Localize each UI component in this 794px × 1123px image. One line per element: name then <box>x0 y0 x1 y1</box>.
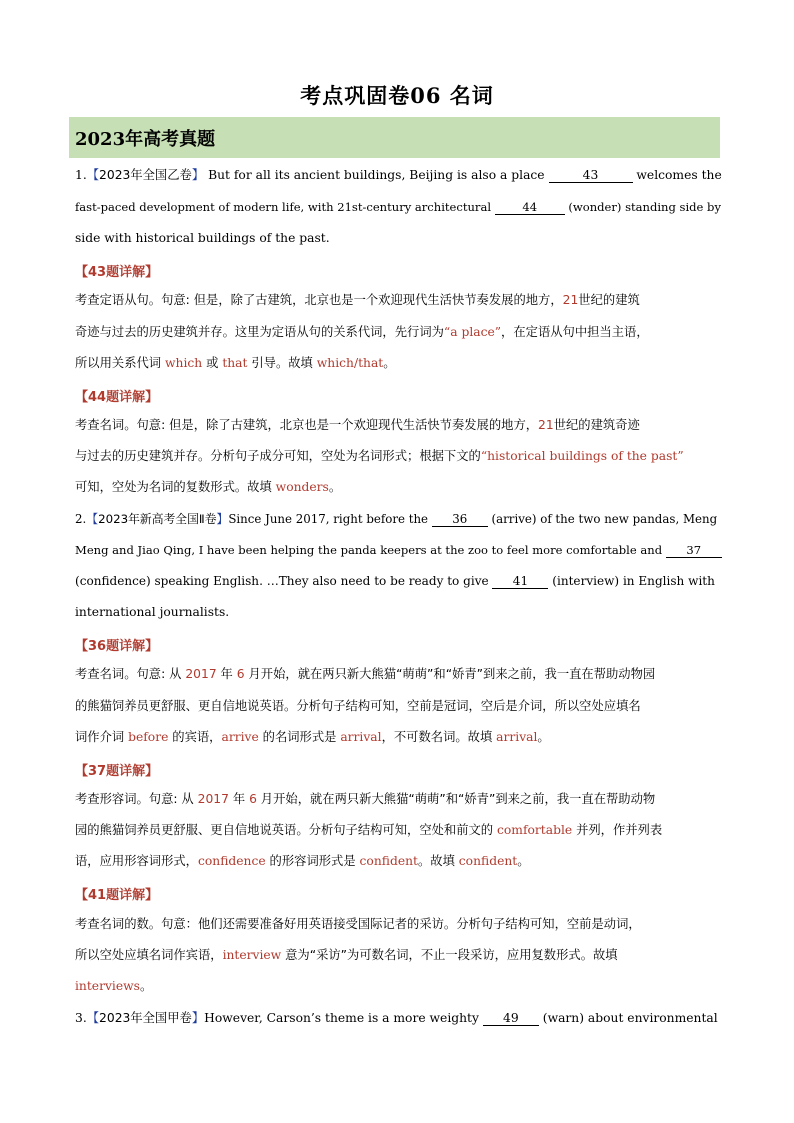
answer-text: 考查定语从句。句意: 但是，除了古建筑，北京也是一个欢迎现代生活快节奏发展的地方， <box>75 293 563 307</box>
answer-text: 世纪的建筑 <box>578 293 640 307</box>
q1-bracket-open: 【 <box>86 168 100 182</box>
answer-highlight: 6 <box>236 667 245 681</box>
answer-highlight: confidence <box>197 854 266 868</box>
answer-highlight: confident <box>458 854 518 868</box>
answer-44-line-2 <box>75 448 684 464</box>
answer-highlight: wonders <box>275 480 329 494</box>
answer-43-line-1 <box>75 292 640 308</box>
answer-text: 意为“采访”为可数名词，不止一段采访，应用复数形式。故填 <box>281 948 618 962</box>
q1-line-3: side with historical buildings of the past. <box>75 231 330 245</box>
answer-text: 年 <box>228 792 250 806</box>
answer-text: 考查名词。句意: 但是，除了古建筑，北京也是一个欢迎现代生活快节奏发展的地方， <box>75 418 539 432</box>
q1-text: fast-paced development of modern life, with 21st-century architectural <box>75 200 495 214</box>
answer-text: 。 <box>517 854 530 868</box>
answer-highlight: comfortable <box>497 823 573 837</box>
answer-43-line-2 <box>75 324 649 340</box>
answer-highlight: interviews <box>75 979 140 993</box>
answer-44-heading: 【44题详解】 <box>75 390 159 405</box>
answer-highlight: 21 <box>562 293 579 307</box>
q1-text: (wonder) standing side by <box>564 200 721 214</box>
blank-36: 36 <box>432 513 488 527</box>
answer-text: 年 <box>216 667 237 681</box>
q2-bracket-open: 【 <box>86 512 99 526</box>
answer-37-line-3 <box>75 853 530 869</box>
q2-line-1 <box>75 511 717 527</box>
q3-text: (warn) about environmental <box>538 1011 718 1025</box>
q3-bracket-open: 【 <box>86 1011 100 1025</box>
q3-line-1 <box>75 1010 718 1026</box>
answer-text: 的形容词形式是 <box>265 854 360 868</box>
blank-49: 49 <box>483 1012 539 1026</box>
answer-text: 。 <box>383 356 396 370</box>
q2-text: Meng and Jiao Qing, I have been helping the panda keepers at the zoo to feel more comfortable and <box>75 543 666 557</box>
answer-highlight: 21 <box>538 418 554 432</box>
q2-text: (confidence) speaking English. …They also need to be ready to give <box>75 574 493 588</box>
answer-text: 园的熊猫饲养员更舒服、更自信地说英语。分析句子结构可知，空处和前文的 <box>75 823 498 837</box>
q2-line-4: international journalists. <box>75 605 230 619</box>
section-banner <box>69 117 720 158</box>
answer-text: 考查名词。句意: 从 <box>75 667 186 681</box>
answer-36-line-3 <box>75 729 550 745</box>
answer-text: 世纪的建筑奇迹 <box>553 418 640 432</box>
answer-highlight: arrive <box>221 730 259 744</box>
answer-text: 可知，空处为名词的复数形式。故填 <box>75 480 276 494</box>
answer-text: 奇迹与过去的历史建筑并存。这里为定语从句的关系代词，先行词为 <box>75 325 444 339</box>
answer-highlight: confident <box>359 854 418 868</box>
q2-text: Since June 2017, right before the <box>228 512 432 526</box>
answer-text: 的宾语， <box>168 730 222 744</box>
answer-highlight: which <box>165 356 203 370</box>
q1-bracket-close: 】 <box>191 168 205 182</box>
answer-43-line-3 <box>75 355 396 371</box>
section-title: 2023年高考真题 <box>75 129 216 150</box>
answer-text: 月开始，就在两只新大熊猫“萌萌”和“娇青”到来之前，我一直在帮助动物园 <box>244 667 656 681</box>
q1-line-1 <box>75 167 722 183</box>
answer-text: 。故填 <box>417 854 459 868</box>
answer-text: 考查形容词。句意: 从 <box>75 792 198 806</box>
answer-text: ，在定语从句中担当主语， <box>501 325 649 339</box>
answer-37-line-2 <box>75 822 662 838</box>
answer-highlight: that <box>222 356 248 370</box>
q3-source: 2023年全国甲卷 <box>99 1011 192 1025</box>
answer-text: 月开始，就在两只新大熊猫“萌萌”和“娇青”到来之前，我一直在帮助动物 <box>256 792 656 806</box>
q2-text: (interview) in English with <box>548 574 715 588</box>
q1-number: 1. <box>75 168 87 182</box>
blank-44: 44 <box>495 201 565 215</box>
q3-number: 3. <box>75 1011 87 1025</box>
answer-highlight: arrival <box>340 730 382 744</box>
q2-bracket-close: 】 <box>216 512 229 526</box>
answer-text: 与过去的历史建筑并存。分析句子成分可知，空处为名词形式；根据下文的 <box>75 449 481 463</box>
answer-44-line-1 <box>75 417 640 433</box>
answer-36-line-2: 的熊猫饲养员更舒服、更自信地说英语。分析句子结构可知，空前是冠词，空后是介词，所以空处应填名 <box>75 699 641 713</box>
answer-highlight: arrival <box>496 730 538 744</box>
q2-number: 2. <box>75 512 87 526</box>
q2-line-3 <box>75 573 715 589</box>
page-title: 考点巩固卷06 名词 <box>300 83 494 108</box>
answer-highlight: interview <box>222 948 282 962</box>
answer-41-line-3 <box>75 978 152 994</box>
answer-text: 所以用关系代词 <box>75 356 165 370</box>
answer-highlight: “a place” <box>443 325 502 339</box>
answer-text: 引导。故填 <box>247 356 317 370</box>
answer-text: 。 <box>328 480 342 494</box>
answer-44-line-3 <box>75 479 341 495</box>
answer-text: 或 <box>202 356 223 370</box>
answer-text: 语，应用形容词形式， <box>75 854 198 868</box>
q3-text: However, Carson’s theme is a more weighty <box>204 1011 483 1025</box>
answer-36-heading: 【36题详解】 <box>75 639 159 654</box>
answer-41-line-2 <box>75 947 618 963</box>
answer-41-heading: 【41题详解】 <box>75 888 159 903</box>
answer-text: 所以空处应填名词作宾语， <box>75 948 223 962</box>
answer-text: 并列，作并列表 <box>572 823 663 837</box>
answer-highlight: before <box>128 730 169 744</box>
answer-highlight: 2017 <box>197 792 229 806</box>
q2-source: 2023年新高考全国Ⅱ卷 <box>98 512 217 526</box>
q1-text: But for all its ancient buildings, Beijing is also a place <box>208 168 549 182</box>
answer-text: 。 <box>537 730 550 744</box>
answer-highlight: which/that <box>316 356 384 370</box>
answer-text: ，不可数名词。故填 <box>381 730 497 744</box>
answer-highlight: 2017 <box>185 667 217 681</box>
answer-43-heading: 【43题详解】 <box>75 265 159 280</box>
answer-text: 。 <box>139 979 153 993</box>
q2-line-2 <box>75 542 722 558</box>
answer-highlight: 6 <box>249 792 257 806</box>
blank-43: 43 <box>549 169 633 183</box>
q2-text: (arrive) of the two new pandas, Meng <box>487 512 718 526</box>
blank-41: 41 <box>492 575 548 589</box>
q1-source: 2023年全国乙卷 <box>99 168 192 182</box>
q1-line-2 <box>75 199 721 215</box>
answer-41-line-1: 考查名词的数。句意：他们还需要准备好用英语接受国际记者的采访。分析句子结构可知，空前是动词， <box>75 917 641 931</box>
answer-37-heading: 【37题详解】 <box>75 764 159 779</box>
q3-bracket-close: 】 <box>191 1011 205 1025</box>
answer-37-line-1 <box>75 791 655 807</box>
answer-36-line-1 <box>75 666 655 682</box>
answer-text: 词作介词 <box>75 730 129 744</box>
q1-text: welcomes the <box>632 168 722 182</box>
blank-37: 37 <box>666 544 722 558</box>
answer-highlight: “historical buildings of the past” <box>480 449 684 463</box>
answer-text: 的名词形式是 <box>258 730 341 744</box>
